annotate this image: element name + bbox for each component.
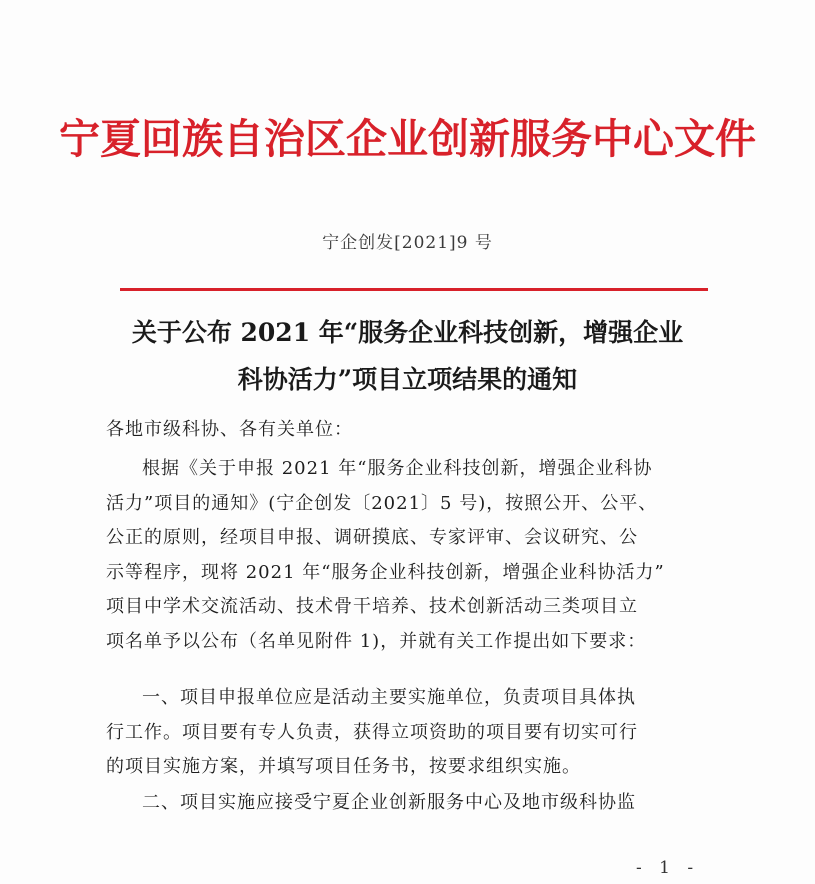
paragraph-line: 一、项目申报单位应是活动主要实施单位，负责项目具体执	[142, 687, 636, 708]
paragraph-line: 项名单予以公布（名单见附件 1)，并就有关工作提出如下要求：	[106, 630, 647, 652]
notice-title	[0, 309, 815, 403]
paragraph-line: 项目中学术交流活动、技术骨干培养、技术创新活动三类项目立	[106, 596, 638, 617]
paragraph-requirement-2	[106, 786, 716, 821]
paragraph-intro	[106, 452, 716, 659]
paragraph-requirement-1	[106, 681, 716, 785]
paragraph-line: 行工作。项目要有专人负责，获得立项资助的项目要有切实可行	[106, 721, 638, 743]
paragraph-line: 示等程序，现将 2021 年“服务企业科技创新，增强企业科协活力”	[106, 561, 665, 583]
org-header-title: 宁夏回族自治区企业创新服务中心文件	[59, 115, 756, 163]
page-number: - 1 -	[636, 858, 700, 878]
paragraph-line: 活力”项目的通知》(宁企创发〔2021〕5 号)，按照公开、公平、	[106, 492, 658, 514]
red-divider-rule	[120, 288, 708, 291]
document-number: 宁企创发[2021]9 号	[322, 233, 493, 253]
paragraph-line: 公正的原则，经项目申报、调研摸底、专家评审、会议研究、公	[106, 527, 638, 548]
notice-title-line-2: 科协活力”项目立项结果的通知	[237, 365, 578, 394]
paragraph-line: 的项目实施方案，并填写项目任务书，按要求组织实施。	[106, 756, 581, 777]
paragraph-line: 二、项目实施应接受宁夏企业创新服务中心及地市级科协监	[142, 792, 636, 813]
addressee-line: 各地市级科协、各有关单位：	[106, 419, 353, 440]
paragraph-line: 根据《关于申报 2021 年“服务企业科技创新，增强企业科协	[142, 458, 653, 479]
notice-title-line-1: 关于公布 2021 年“服务企业科技创新，增强企业	[131, 318, 684, 347]
